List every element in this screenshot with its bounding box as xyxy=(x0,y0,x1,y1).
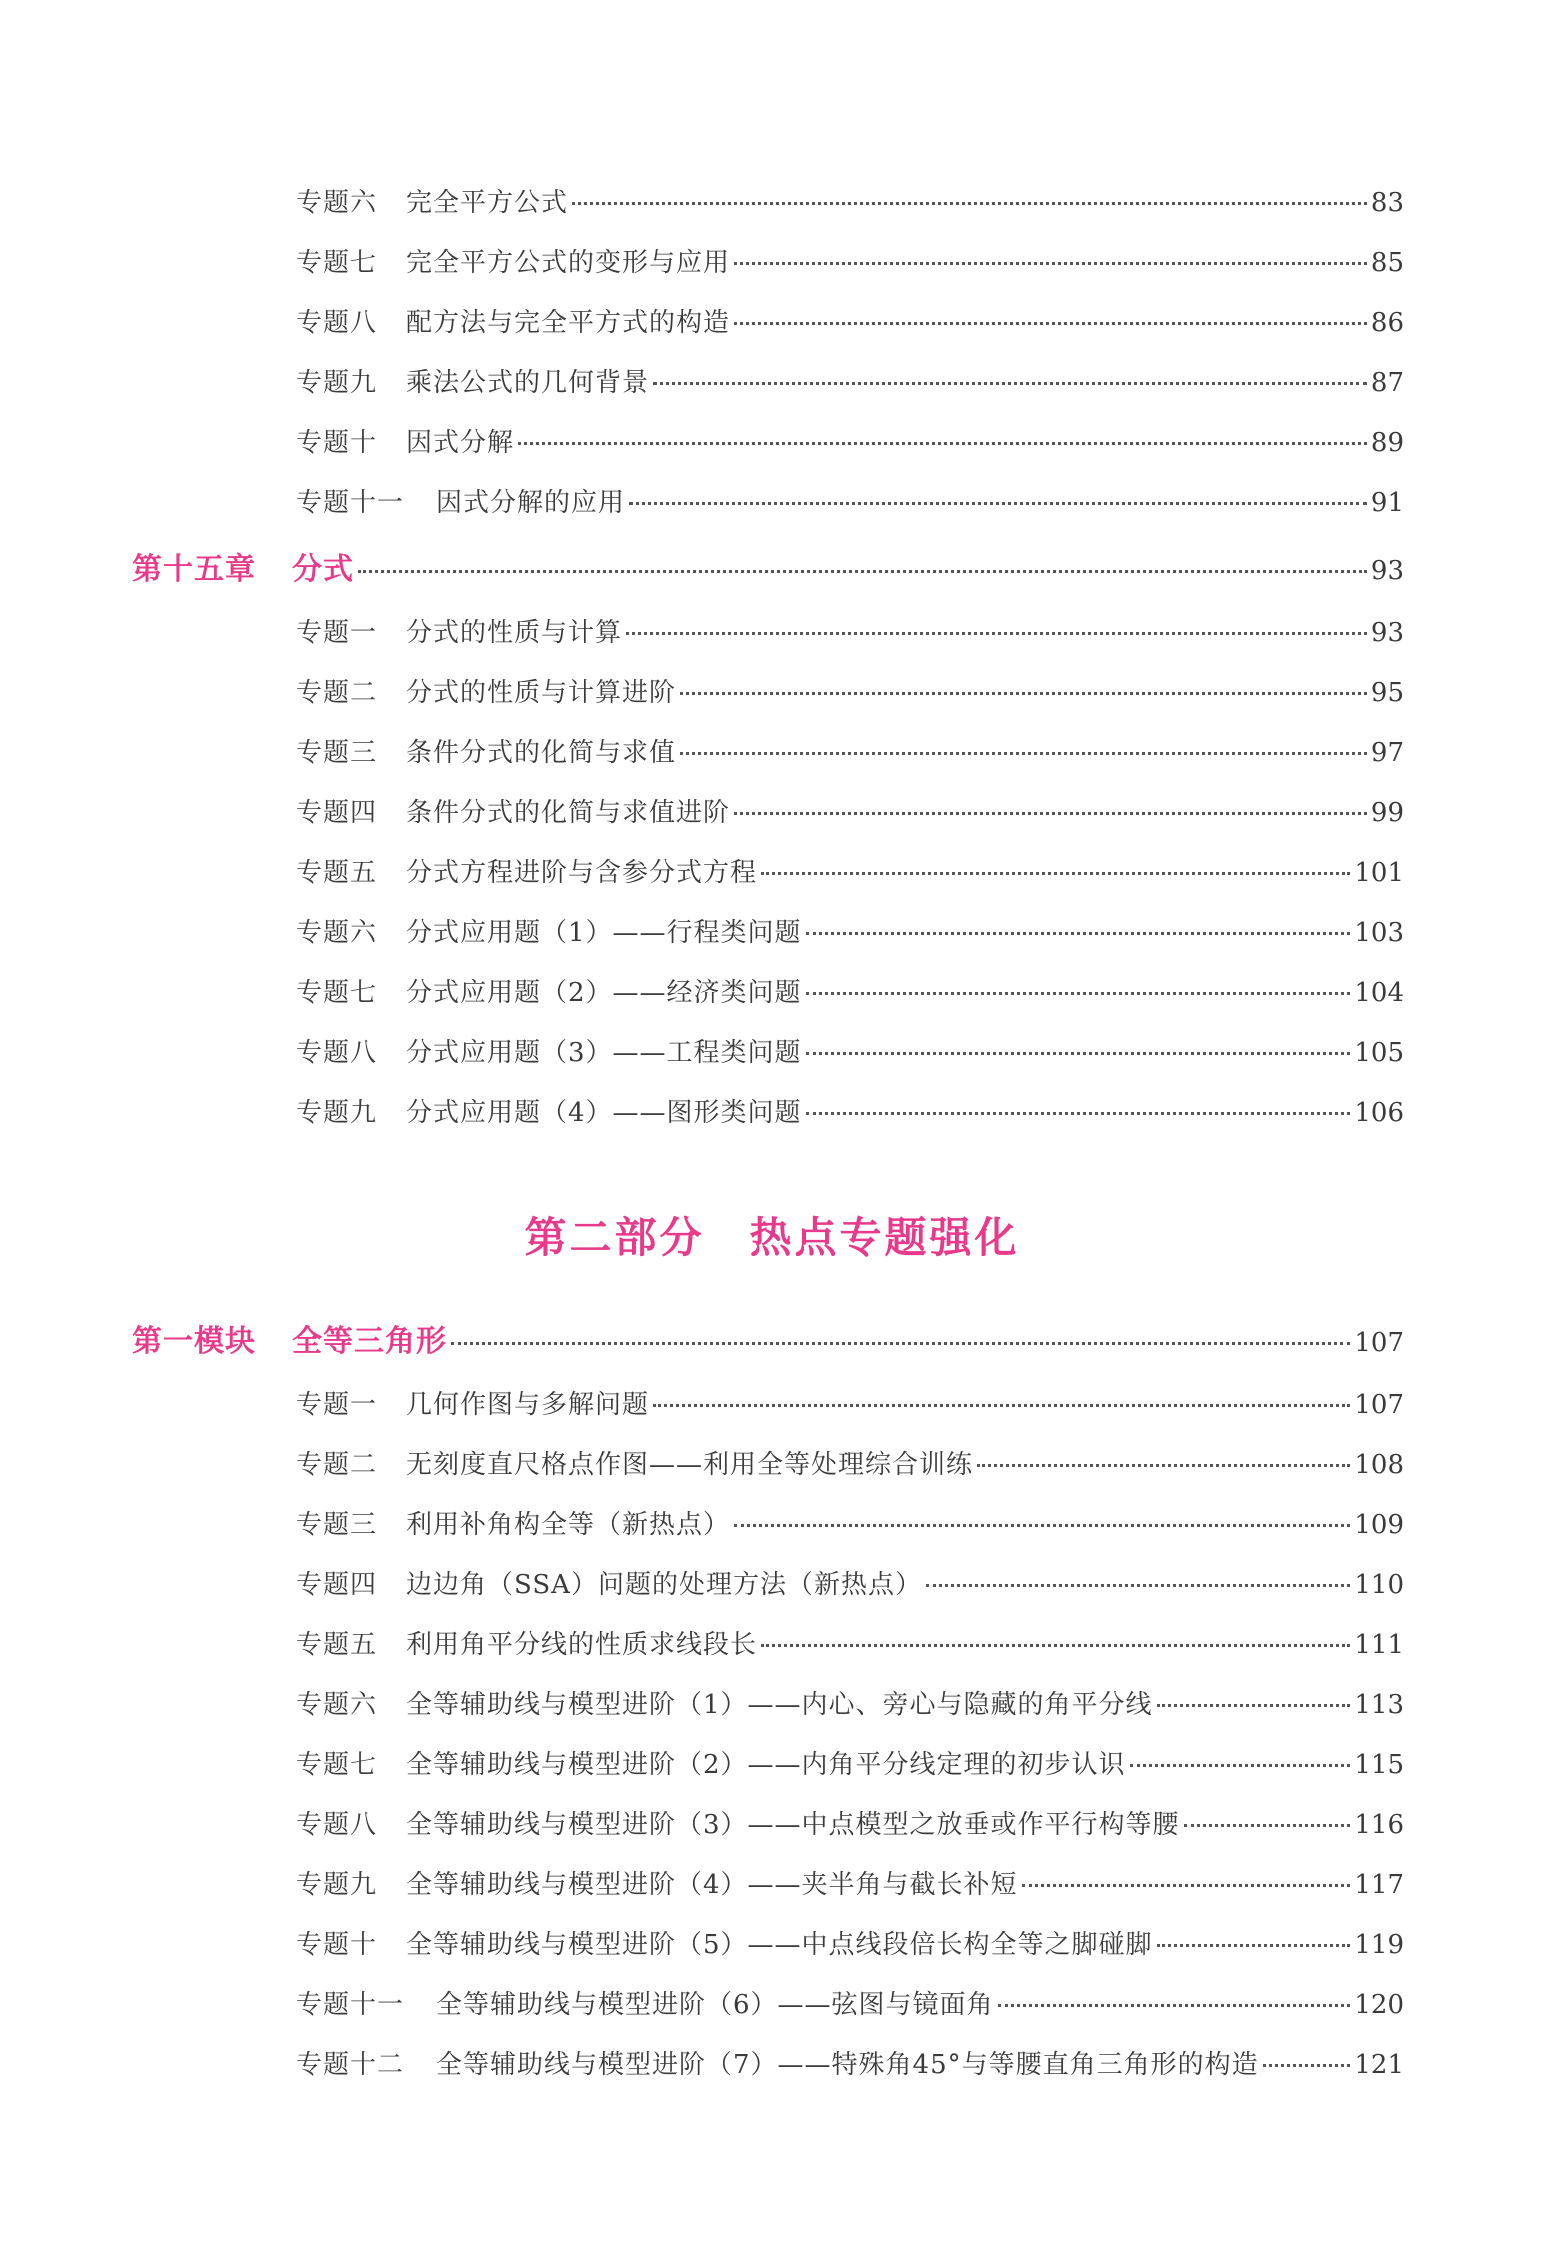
entry-label: 专题一 xyxy=(296,618,378,648)
dot-leader xyxy=(734,1524,1350,1527)
entry-title: 分式应用题（3）——工程类问题 xyxy=(406,1038,802,1068)
entry-label: 专题七 xyxy=(296,1750,378,1780)
entry-page-number: 113 xyxy=(1354,1690,1404,1720)
dot-leader xyxy=(653,1404,1350,1407)
dot-leader xyxy=(1130,1764,1351,1767)
entry-label: 专题八 xyxy=(296,308,378,338)
entry-title: 边边角（SSA）问题的处理方法（新热点） xyxy=(406,1570,922,1600)
toc-entry[interactable] xyxy=(296,1924,1404,1961)
entry-label: 专题三 xyxy=(296,1510,378,1540)
dot-leader xyxy=(998,2004,1351,2007)
entry-page-number: 103 xyxy=(1354,918,1404,948)
entry-title: 全等辅助线与模型进阶（3）——中点模型之放垂或作平行构等腰 xyxy=(406,1810,1180,1840)
entry-page-number: 87 xyxy=(1370,368,1404,398)
toc-entry[interactable] xyxy=(296,1504,1404,1541)
entry-label: 专题十一 xyxy=(296,1990,405,2020)
entry-page-number: 105 xyxy=(1354,1038,1404,1068)
entry-title: 完全平方公式 xyxy=(406,188,569,218)
entry-page-number: 97 xyxy=(1370,738,1404,768)
entry-title: 分式的性质与计算 xyxy=(406,618,623,648)
entry-title: 利用角平分线的性质求线段长 xyxy=(406,1630,758,1660)
toc-entry[interactable] xyxy=(296,1864,1404,1901)
toc-entry[interactable] xyxy=(296,912,1404,949)
dot-leader xyxy=(680,692,1367,695)
dot-leader xyxy=(451,1342,1350,1345)
dot-leader xyxy=(734,322,1367,325)
dot-leader xyxy=(629,502,1367,505)
entry-label: 专题二 xyxy=(296,678,378,708)
dot-leader xyxy=(1157,1704,1351,1707)
entry-title: 因式分解的应用 xyxy=(436,488,626,518)
entry-label: 专题二 xyxy=(296,1450,378,1480)
entry-label: 专题十一 xyxy=(296,488,405,518)
entry-label: 专题四 xyxy=(296,1570,378,1600)
toc-entry[interactable] xyxy=(296,1744,1404,1781)
dot-leader xyxy=(1157,1944,1351,1947)
entry-label: 专题九 xyxy=(296,1870,378,1900)
dot-leader xyxy=(806,1052,1351,1055)
toc-entry[interactable] xyxy=(296,852,1404,889)
toc-entry[interactable] xyxy=(296,422,1404,459)
dot-leader xyxy=(734,262,1367,265)
entry-label: 专题八 xyxy=(296,1038,378,1068)
dot-leader xyxy=(626,632,1367,635)
toc-entry[interactable] xyxy=(296,732,1404,769)
entry-label: 专题九 xyxy=(296,368,378,398)
toc-entry[interactable] xyxy=(296,1564,1404,1601)
entry-title: 分式方程进阶与含参分式方程 xyxy=(406,858,758,888)
chapter-label: 第一模块 xyxy=(132,1324,256,1359)
dot-leader xyxy=(761,872,1350,875)
entry-label: 专题十二 xyxy=(296,2050,405,2080)
toc-entry[interactable] xyxy=(296,1984,1404,2021)
entry-title: 分式应用题（4）——图形类问题 xyxy=(406,1098,802,1128)
entry-page-number: 108 xyxy=(1354,1450,1404,1480)
entry-title: 因式分解 xyxy=(406,428,515,458)
entry-label: 专题四 xyxy=(296,798,378,828)
entry-title: 利用补角构全等（新热点） xyxy=(406,1510,731,1540)
toc-entry[interactable] xyxy=(296,182,1404,219)
entry-page-number: 119 xyxy=(1354,1930,1404,1960)
toc-entry[interactable] xyxy=(296,1384,1404,1421)
entry-title: 条件分式的化简与求值 xyxy=(406,738,677,768)
entry-title: 分式应用题（1）——行程类问题 xyxy=(406,918,802,948)
entry-label: 专题八 xyxy=(296,1810,378,1840)
dot-leader xyxy=(806,1112,1351,1115)
entry-title: 完全平方公式的变形与应用 xyxy=(406,248,731,278)
entry-label: 专题五 xyxy=(296,858,378,888)
entry-title: 配方法与完全平方式的构造 xyxy=(406,308,731,338)
chapter-page-number: 93 xyxy=(1370,556,1404,586)
entry-page-number: 86 xyxy=(1370,308,1404,338)
dot-leader xyxy=(977,1464,1350,1467)
dot-leader xyxy=(518,442,1367,445)
dot-leader xyxy=(926,1584,1350,1587)
entry-page-number: 89 xyxy=(1370,428,1404,458)
toc-entry[interactable] xyxy=(296,672,1404,709)
chapter-page-number: 107 xyxy=(1354,1328,1404,1358)
toc-entry[interactable] xyxy=(296,302,1404,339)
entry-title: 几何作图与多解问题 xyxy=(406,1390,650,1420)
entry-title: 全等辅助线与模型进阶（2）——内角平分线定理的初步认识 xyxy=(406,1750,1126,1780)
chapter-title: 分式 xyxy=(292,552,354,587)
entry-page-number: 121 xyxy=(1354,2050,1404,2080)
chapter-label: 第十五章 xyxy=(132,552,256,587)
entry-page-number: 93 xyxy=(1370,618,1404,648)
entry-title: 全等辅助线与模型进阶（1）——内心、旁心与隐藏的角平分线 xyxy=(406,1690,1153,1720)
dot-leader xyxy=(358,570,1367,573)
entry-page-number: 91 xyxy=(1370,488,1404,518)
entry-label: 专题七 xyxy=(296,248,378,278)
entry-page-number: 111 xyxy=(1354,1630,1404,1660)
entry-page-number: 101 xyxy=(1354,858,1404,888)
chapter-title: 全等三角形 xyxy=(292,1324,447,1359)
entry-title: 全等辅助线与模型进阶（6）——弦图与镜面角 xyxy=(436,1990,994,2020)
toc-entry[interactable] xyxy=(296,242,1404,279)
entry-page-number: 85 xyxy=(1370,248,1404,278)
dot-leader xyxy=(734,812,1367,815)
part-heading: 第二部分 热点专题强化 xyxy=(524,1213,1020,1262)
toc-entry[interactable] xyxy=(296,612,1404,649)
entry-label: 专题一 xyxy=(296,1390,378,1420)
entry-page-number: 109 xyxy=(1354,1510,1404,1540)
dot-leader xyxy=(806,992,1351,995)
dot-leader xyxy=(1263,2064,1351,2067)
toc-chapter-entry[interactable] xyxy=(132,1316,1404,1360)
toc-entry[interactable] xyxy=(296,792,1404,829)
toc-entry[interactable] xyxy=(296,1684,1404,1721)
entry-label: 专题六 xyxy=(296,1690,378,1720)
dot-leader xyxy=(1022,1884,1351,1887)
entry-label: 专题七 xyxy=(296,978,378,1008)
entry-page-number: 99 xyxy=(1370,798,1404,828)
entry-label: 专题十 xyxy=(296,1930,378,1960)
entry-title: 全等辅助线与模型进阶（4）——夹半角与截长补短 xyxy=(406,1870,1018,1900)
toc-entry[interactable] xyxy=(296,482,1404,519)
entry-label: 专题三 xyxy=(296,738,378,768)
entry-title: 分式应用题（2）——经济类问题 xyxy=(406,978,802,1008)
toc-entry[interactable] xyxy=(296,972,1404,1009)
entry-page-number: 83 xyxy=(1370,188,1404,218)
entry-title: 乘法公式的几何背景 xyxy=(406,368,650,398)
entry-page-number: 116 xyxy=(1354,1810,1404,1840)
entry-page-number: 117 xyxy=(1354,1870,1404,1900)
entry-label: 专题五 xyxy=(296,1630,378,1660)
dot-leader xyxy=(653,382,1367,385)
entry-title: 条件分式的化简与求值进阶 xyxy=(406,798,731,828)
entry-title: 分式的性质与计算进阶 xyxy=(406,678,677,708)
dot-leader xyxy=(1184,1824,1351,1827)
toc-entry[interactable] xyxy=(296,1092,1404,1129)
toc-entry[interactable] xyxy=(296,1032,1404,1069)
dot-leader xyxy=(761,1644,1350,1647)
toc-entry[interactable] xyxy=(296,1444,1404,1481)
dot-leader xyxy=(572,202,1367,205)
toc-entry[interactable] xyxy=(296,362,1404,399)
toc-entry[interactable] xyxy=(296,1624,1404,1661)
entry-page-number: 95 xyxy=(1370,678,1404,708)
entry-page-number: 107 xyxy=(1354,1390,1404,1420)
entry-label: 专题十 xyxy=(296,428,378,458)
toc-entry[interactable] xyxy=(296,1804,1404,1841)
entry-page-number: 115 xyxy=(1354,1750,1404,1780)
dot-leader xyxy=(806,932,1351,935)
entry-page-number: 106 xyxy=(1354,1098,1404,1128)
entry-label: 专题九 xyxy=(296,1098,378,1128)
entry-title: 全等辅助线与模型进阶（5）——中点线段倍长构全等之脚碰脚 xyxy=(406,1930,1153,1960)
entry-page-number: 110 xyxy=(1354,1570,1404,1600)
toc-chapter-entry[interactable] xyxy=(132,544,1404,588)
entry-page-number: 104 xyxy=(1354,978,1404,1008)
entry-title: 无刻度直尺格点作图——利用全等处理综合训练 xyxy=(406,1450,974,1480)
entry-page-number: 120 xyxy=(1354,1990,1404,2020)
entry-title: 全等辅助线与模型进阶（7）——特殊角45°与等腰直角三角形的构造 xyxy=(436,2050,1259,2080)
dot-leader xyxy=(680,752,1367,755)
entry-label: 专题六 xyxy=(296,918,378,948)
entry-label: 专题六 xyxy=(296,188,378,218)
toc-entry[interactable] xyxy=(296,2044,1404,2081)
